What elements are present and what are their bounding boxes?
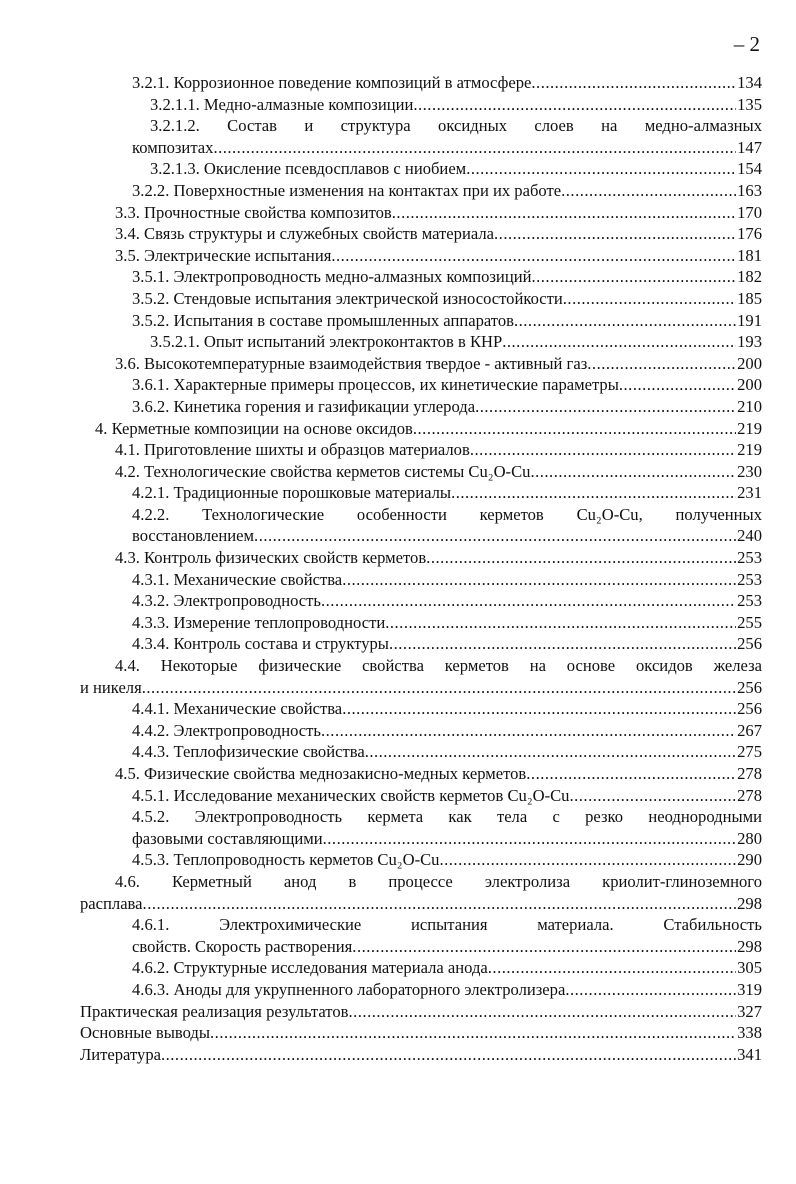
toc-entry-line [132,482,762,504]
toc-entry[interactable] [0,202,796,224]
dot-leader [323,828,736,850]
dot-leader [254,525,736,547]
toc-entry-title: 4.4.2. Электропроводность [132,720,321,740]
dot-leader [392,202,736,224]
toc-entry[interactable] [0,94,796,116]
toc-entry[interactable] [0,590,796,612]
dot-leader [213,137,736,159]
toc-entry-title: 3.5.2. Испытания в составе промышленных аппаратов [132,310,514,330]
toc-entry-line [132,525,762,547]
toc-entry-title: 4.5.1. Исследование механических свойств керметов Cu₂O-Cu [132,785,570,805]
toc-entry-page: 256 [737,699,762,719]
toc-entry-line [132,785,762,807]
toc-entry-title: расплава [80,893,143,913]
toc-entry[interactable] [0,310,796,332]
toc-entry-title: 4.3.2. Электропроводность [132,591,321,611]
toc-entry-page: 219 [737,418,762,438]
toc-entry-title: свойств. Скорость растворения [132,936,353,956]
toc-entry-title-line: 3.2.1.2. Состав и структура оксидных слоев на медно-алмазных [150,116,762,136]
toc-entry[interactable] [0,655,796,698]
dot-leader [565,979,736,1001]
toc-entry[interactable] [0,763,796,785]
dot-leader [587,353,736,375]
dot-leader [470,439,736,461]
toc-entry[interactable] [0,374,796,396]
toc-entry-line [115,245,762,267]
toc-entry[interactable] [0,1001,796,1023]
toc-entry-line [80,677,762,699]
toc-entry-title: 3.6. Высокотемпературные взаимодействия твердое - активный газ [115,353,588,373]
toc-entry-page: 298 [737,936,762,956]
toc-entry-line [132,633,762,655]
toc-entry-line [132,741,762,763]
toc-entry[interactable] [0,288,796,310]
toc-entry-line [132,936,762,958]
toc-entry-line [132,612,762,634]
toc-entry-page: 147 [737,137,762,157]
toc-entry[interactable] [0,612,796,634]
dot-leader [563,288,736,310]
toc-entry-page: 290 [737,850,762,870]
toc-entry[interactable] [0,633,796,655]
toc-entry-page: 230 [737,461,762,481]
toc-entry-page: 219 [737,440,762,460]
toc-entry-page: 200 [737,353,762,373]
toc-entry-page: 267 [737,720,762,740]
toc-entry-line [132,288,762,310]
toc-entry-line [80,893,762,915]
toc-entry-title: 4.3.1. Механические свойства [132,569,343,589]
toc-entry-page: 256 [737,677,762,697]
toc-entry-page: 298 [737,893,762,913]
dot-leader [531,266,736,288]
toc-entry[interactable] [0,418,796,440]
toc-entry-page: 256 [737,634,762,654]
toc-entry-page: 253 [737,591,762,611]
toc-entry-page: 134 [737,73,762,92]
toc-entry[interactable] [0,396,796,418]
toc-entry-title: 4.5.3. Теплопроводность керметов Cu₂O-Cu [132,850,440,870]
toc-entry-title: 4.2. Технологические свойства керметов системы Cu₂O-Cu [115,461,531,481]
toc-entry-page: 278 [737,785,762,805]
toc-entry-line [132,698,762,720]
toc-entry-line [115,763,762,785]
toc-entry-line [150,158,762,180]
toc-entry-page: 338 [737,1023,762,1043]
toc-entry-title: 3.5.2.1. Опыт испытаний электроконтактов в КНР [150,332,503,352]
dot-leader [385,612,736,634]
toc-entry-title: фазовыми составляющими [132,828,323,848]
toc-entry-line [115,439,762,461]
toc-entry[interactable] [0,1022,796,1044]
toc-entry-title-line: 4.5.2. Электропроводность кермета как тела с резко неоднородными [132,807,762,827]
toc-entry[interactable] [0,741,796,763]
toc-entry-line [132,957,762,979]
toc-entry[interactable] [0,353,796,375]
toc-entry-title: 4.4.3. Теплофизические свойства [132,742,365,762]
toc-entry[interactable] [0,439,796,461]
toc-entry[interactable] [0,849,796,871]
toc-entry-page: 253 [737,569,762,589]
dot-leader [451,482,736,504]
table-of-contents [0,72,796,1065]
toc-entry[interactable] [0,245,796,267]
toc-entry-title-line: 4.4. Некоторые физические свойства керметов на основе оксидов железа [115,656,762,676]
toc-entry-page: 319 [737,979,762,999]
dot-leader [514,310,736,332]
toc-entry[interactable] [0,547,796,569]
toc-entry[interactable] [0,720,796,742]
dot-leader [389,633,736,655]
toc-entry-title: 3.6.1. Характерные примеры процессов, их кинетические параметры [132,375,619,395]
toc-entry-line [132,266,762,288]
dot-leader [502,331,736,353]
toc-entry-page: 278 [737,764,762,783]
toc-entry[interactable] [0,698,796,720]
toc-entry-title: 4.3.4. Контроль состава и структуры [132,634,389,654]
toc-entry-title: восстановлением [132,526,255,546]
toc-entry[interactable] [0,806,796,849]
toc-entry-title: 3.2.2. Поверхностные изменения на контактах при их работе [132,180,562,200]
toc-entry-line [132,828,762,850]
toc-entry-title: 4. Керметные композиции на основе оксидов [95,418,413,438]
dot-leader [561,180,736,202]
toc-entry[interactable] [0,223,796,245]
toc-entry-title: и никеля [80,677,142,697]
dot-leader [348,1001,736,1023]
toc-entry-title: композитах [132,137,214,157]
toc-entry-title: 3.2.1.3. Окисление псевдосплавов с ниобием [150,159,467,179]
dot-leader [413,94,736,116]
toc-entry-title: 4.3.3. Измерение теплопроводности [132,612,386,632]
dot-leader [475,396,736,418]
toc-entry[interactable] [0,115,796,158]
dot-leader [365,741,736,763]
toc-entry-page: 210 [737,396,762,416]
toc-entry-title: 3.2.1. Коррозионное поведение композиций в атмосфере [132,73,532,92]
toc-entry-page: 327 [737,1001,762,1021]
toc-entry-page: 181 [737,245,762,265]
dot-leader [526,763,736,785]
toc-entry-title: 4.5. Физические свойства меднозакисно-медных керметов [115,764,527,783]
dot-leader [426,547,736,569]
toc-entry-page: 163 [737,180,762,200]
dot-leader [342,698,736,720]
toc-entry-line [95,418,762,440]
toc-entry[interactable] [0,871,796,914]
toc-entry-line [132,979,762,1001]
toc-entry-line [115,353,762,375]
toc-entry-page: 154 [737,159,762,179]
toc-entry-line [132,720,762,742]
toc-entry-page: 231 [737,483,762,503]
toc-entry-title: 3.5.1. Электропроводность медно-алмазных композиций [132,267,532,287]
toc-entry-line [80,1001,762,1023]
dot-leader [161,1044,736,1066]
toc-entry[interactable] [0,785,796,807]
dot-leader [342,569,736,591]
toc-entry[interactable] [0,461,796,483]
toc-entry-title: 4.1. Приготовление шихты и образцов материалов [115,440,470,460]
toc-entry-title: 4.4.1. Механические свойства [132,699,343,719]
dot-leader [466,158,736,180]
toc-entry-line [115,461,762,483]
dot-leader [439,849,736,871]
toc-entry-title: 4.6.2. Структурные исследования материала анода [132,958,488,978]
dot-leader [488,957,736,979]
toc-entry-title: Практическая реализация результатов [80,1001,349,1021]
toc-entry-line [132,590,762,612]
toc-entry[interactable] [0,957,796,979]
toc-entry[interactable] [0,569,796,591]
toc-entry-line [80,1044,762,1066]
toc-entry-page: 135 [737,94,762,114]
dot-leader [331,245,736,267]
toc-entry-line [115,202,762,224]
toc-entry-line [132,849,762,871]
toc-entry-line [115,223,762,245]
toc-entry-page: 253 [737,548,762,568]
toc-entry-page: 185 [737,288,762,308]
toc-entry-line [132,180,762,202]
toc-entry-line [150,94,762,116]
toc-entry[interactable] [0,914,796,957]
dot-leader [569,785,736,807]
toc-entry-line [115,547,762,569]
toc-entry-title-line: 4.6.1. Электрохимические испытания материала. Стабильность [132,915,762,935]
toc-entry-line [132,569,762,591]
toc-entry-line [132,374,762,396]
toc-entry-line [80,1022,762,1044]
toc-entry-title: 3.5.2. Стендовые испытания электрической износостойкости [132,288,563,308]
toc-entry[interactable] [0,180,796,202]
toc-entry-page: 193 [737,332,762,352]
toc-entry-page: 191 [737,310,762,330]
dot-leader [143,893,737,915]
toc-entry-line [132,72,762,94]
toc-entry-title-line: 4.2.2. Технологические особенности керметов Cu₂O-Cu, полученных [132,504,762,524]
dot-leader [321,720,736,742]
toc-entry-title: 4.3. Контроль физических свойств керметов [115,548,427,568]
toc-entry-page: 280 [737,828,762,848]
toc-entry[interactable] [0,504,796,547]
toc-entry-line [132,137,762,159]
toc-entry[interactable] [0,72,796,94]
toc-entry-line [132,310,762,332]
toc-entry[interactable] [0,1044,796,1066]
dot-leader [531,72,736,94]
toc-entry-line [150,331,762,353]
toc-entry-title: 3.2.1.1. Медно-алмазные композиции [150,94,414,114]
toc-entry-title: Основные выводы [80,1023,211,1043]
page-number: – 2 [733,32,760,56]
toc-entry-title: 4.6.3. Аноды для укрупненного лабораторного электролизера [132,979,566,999]
dot-leader [413,418,736,440]
toc-entry-title: Литература [80,1044,161,1064]
toc-entry-page: 200 [737,375,762,395]
toc-entry-title: 3.4. Связь структуры и служебных свойств материала [115,224,495,244]
toc-entry-page: 240 [737,526,762,546]
toc-entry-page: 182 [737,267,762,287]
toc-entry-title: 3.3. Прочностные свойства композитов [115,202,392,222]
toc-entry-page: 341 [737,1044,762,1064]
dot-leader [321,590,736,612]
toc-entry-title: 3.5. Электрические испытания [115,245,332,265]
dot-leader [142,677,736,699]
toc-entry-page: 275 [737,742,762,762]
toc-entry-title-line: 4.6. Керметный анод в процессе электролиза криолит-глиноземного [115,871,762,891]
toc-entry-page: 305 [737,958,762,978]
toc-entry-line [132,396,762,418]
dot-leader [530,461,736,483]
dot-leader [210,1022,736,1044]
toc-entry-page: 255 [737,612,762,632]
toc-entry[interactable] [0,331,796,353]
toc-entry-page: 170 [737,202,762,222]
toc-entry[interactable] [0,482,796,504]
dot-leader [352,936,736,958]
toc-entry[interactable] [0,158,796,180]
toc-entry[interactable] [0,979,796,1001]
dot-leader [494,223,736,245]
toc-entry[interactable] [0,266,796,288]
dot-leader [619,374,736,396]
toc-entry-page: 176 [737,224,762,244]
toc-entry-title: 4.2.1. Традиционные порошковые материалы [132,483,452,503]
toc-entry-title: 3.6.2. Кинетика горения и газификации углерода [132,396,476,416]
